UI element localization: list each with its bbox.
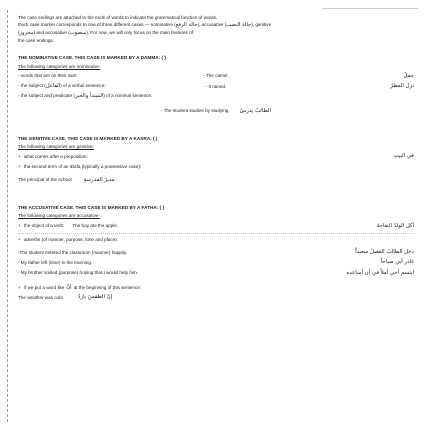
intro-paragraph xyxy=(18,14,414,44)
nominative-example xyxy=(18,107,414,115)
genitive-item-1-en: + what comes after a preposition: xyxy=(18,153,219,160)
genitive-sub: The following categories are genitive: xyxy=(18,144,94,150)
accusative-inna-ar: إنّ xyxy=(66,284,72,291)
accusative-inna-en: + if we put a word like xyxy=(24,284,65,290)
accusative-example-1-en: -The student entered the classroom (manner) happily. xyxy=(18,249,128,255)
nominative-row-3-en-arabic: المبتدأ والخبر xyxy=(74,93,104,100)
genitive-example xyxy=(18,176,414,184)
nominative-row-2-en-arabic: الفاعل xyxy=(45,83,61,90)
nominative-row-3-en-a: - the subject and predicate ( xyxy=(18,93,75,99)
nominative-row-1 xyxy=(18,72,414,80)
accusative-example-3 xyxy=(18,269,414,277)
intro-line-2-text-c: ), genitive xyxy=(251,22,272,28)
accusative-sub: The following categories are accusative: xyxy=(18,213,100,219)
nominative-heading: THE NOMINATIVE CASE. THIS CASE IS MARKED BY A DAMMA: ( ) xyxy=(18,55,166,61)
intro-line-3-text-c: ). For now, we will only focus on the main features of xyxy=(86,30,193,36)
nominative-row-2-mid: - It rained. xyxy=(205,83,227,89)
accusative-final-en: The weather was cold. xyxy=(18,294,64,300)
intro-line-3 xyxy=(18,29,414,37)
accusative-final xyxy=(18,293,414,301)
intro-line-2-arabic: حالة الرفع xyxy=(175,22,198,29)
accusative-example-1 xyxy=(18,248,414,256)
margin-line xyxy=(7,10,8,422)
accusative-example-2 xyxy=(18,258,414,266)
nominative-row-3-en-b: ) of a nominal sentence: xyxy=(103,93,153,99)
intro-line-2 xyxy=(18,21,414,29)
intro-line-3-arabic-b: منصوب xyxy=(69,30,87,37)
genitive-item-1-ar: في البيتِ xyxy=(393,153,414,160)
genitive-item-1 xyxy=(18,152,414,160)
intro-line-3-text-b: ) and accusative ( xyxy=(33,30,70,36)
accusative-inna xyxy=(18,283,414,291)
accusative-final-ar: إنّ الطقسَ باردٌ xyxy=(77,294,113,301)
top-rule xyxy=(322,0,418,9)
genitive-item-2-en: + the second term of an iDafa (typically a possessive case): xyxy=(18,163,414,170)
accusative-example-1-ar: دخل الطالبُ الفصلَ سعيداً xyxy=(355,249,414,256)
nominative-row-3 xyxy=(18,92,414,100)
accusative-item-2 xyxy=(18,236,414,243)
genitive-heading: THE GENITIVE CASE. THIS CASE IS MARKED BY A KASRA: ( ) xyxy=(18,135,158,141)
nominative-row-2 xyxy=(18,82,414,90)
nominative-sub: The following categories are nominative: xyxy=(18,63,101,69)
intro-line-2-text: Each case marker corresponds to one of three different cases — nominative ( xyxy=(18,22,176,28)
accusative-item-2-en: + adverbs (of manner, purpose, time and place): xyxy=(18,236,414,243)
nominative-row-1-ar: جملٌ xyxy=(403,72,414,79)
accusative-example-2-ar: غادر أبي صباحاً xyxy=(380,259,414,266)
separator xyxy=(18,232,414,234)
nominative-row-3-en xyxy=(18,92,414,100)
nominative-row-2-en-b: ) of a verbal sentence: xyxy=(60,83,106,89)
accusative-item-1-mid: The boy ate the apple. xyxy=(72,223,119,229)
intro-line-2-text-b: ), accusative ( xyxy=(197,22,227,28)
nominative-row-1-en: - words that are on their own: xyxy=(18,73,78,79)
nominative-row-1-mid: - The camel. xyxy=(203,73,229,79)
accusative-item-1-en: + the object of a verb: xyxy=(18,222,64,229)
intro-line-3-arabic: مجرور xyxy=(19,30,34,37)
intro-line-4: the case endings. xyxy=(18,38,55,44)
accusative-item-1-ar: أكل الولدُ التفاحةَ xyxy=(376,222,415,229)
nominative-row-2-en xyxy=(18,82,150,90)
accusative-heading: THE ACCUSATIVE CASE. THIS CASE IS MARKED BY A FATHA: ( ) xyxy=(18,205,165,211)
accusative-example-3-ar: ابتسم أخي أملاً في أن أساعده xyxy=(346,269,414,276)
nominative-example-ar: الطالبُ يدرسُ xyxy=(239,107,271,114)
genitive-item-2 xyxy=(18,163,414,170)
intro-line-3-text: ( xyxy=(18,30,20,36)
accusative-inna-en2: at the beginning of this sentence: xyxy=(73,284,142,290)
intro-line-2-arabic-b: حالة النصب xyxy=(226,22,252,29)
nominative-row-2-ar: نزل المطرُ xyxy=(390,83,414,90)
accusative-example-3-en: - My brother smiled (purpose) hoping that I would help him. xyxy=(18,270,139,276)
genitive-example-ar: مديرُ المدرسةِ xyxy=(83,176,115,183)
accusative-example-2-en: - My father left (time) in the morning. xyxy=(18,260,93,266)
genitive-example-en: The principal of the school xyxy=(18,177,72,183)
nominative-row-2-en-a: - the subject ( xyxy=(18,83,46,89)
accusative-item-1 xyxy=(18,222,414,230)
nominative-example-en: - The student studies by studying. xyxy=(161,108,230,114)
intro-line-1: The case endings are attached to the ends of words to indicate the grammatical function of words. xyxy=(18,15,218,20)
